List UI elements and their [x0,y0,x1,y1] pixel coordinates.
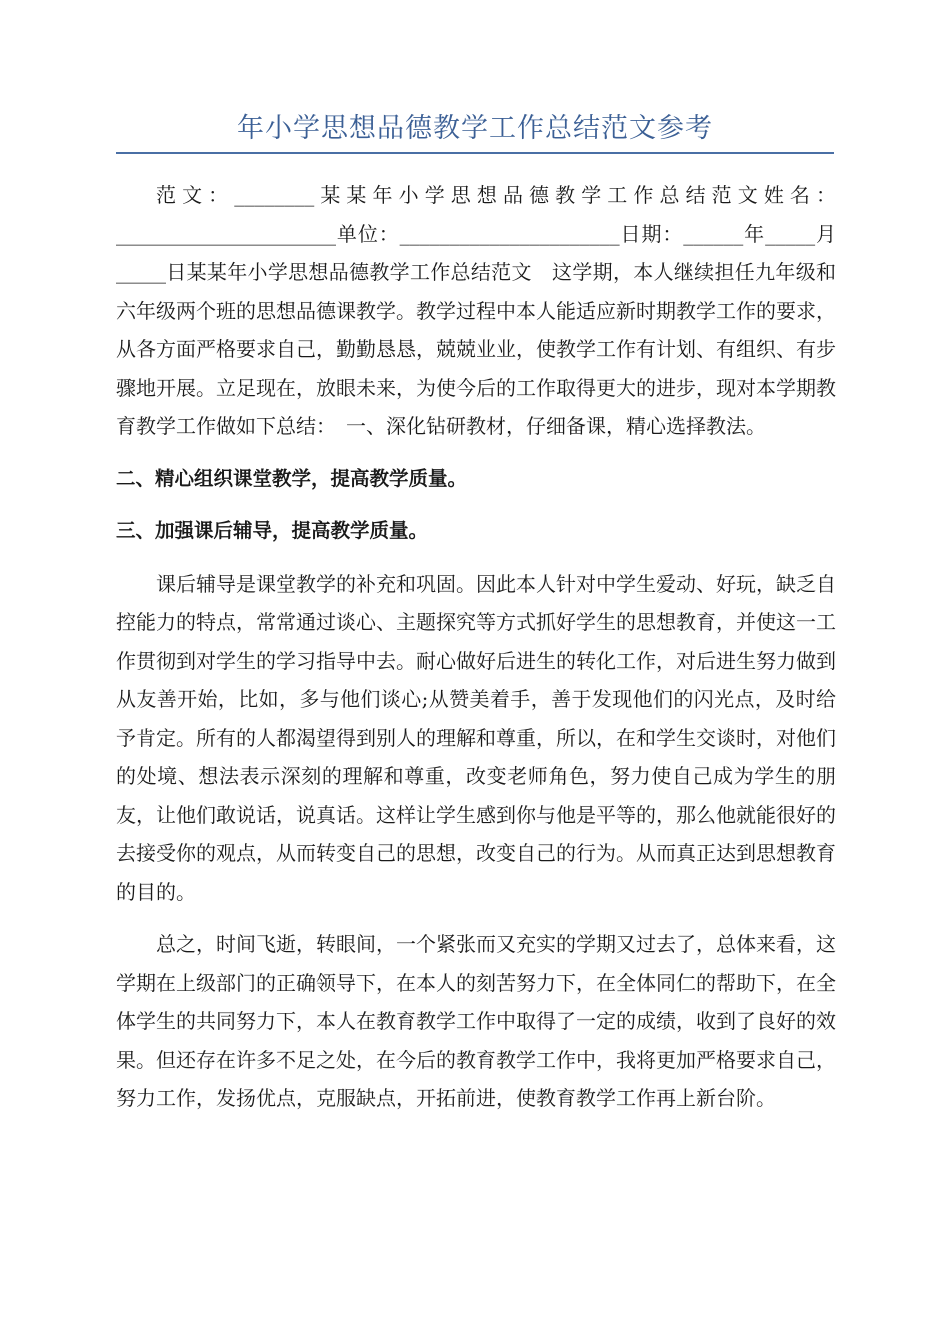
title-block [116,112,834,154]
conclusion-paragraph: 总之，时间飞逝，转眼间，一个紧张而又充实的学期又过去了，总体来看，这学期在上级部门的正确领导下，在本人的刻苦努力下，在全体同仁的帮助下，在全体学生的共同努力下，本人在教育教学工作中取得了一定的成绩，收到了良好的效果。但还存在许多不足之处，在今后的教育教学工作中，我将更加严格要求自己，努力工作，发扬优点，克服缺点，开拓前进，使教育教学工作再上新台阶。 [116,932,836,1110]
section-heading-2: 二、精心组织课堂教学，提高教学质量。 [116,466,468,490]
intro-paragraph: 范文：________某某年小学思想品德教学工作总结范文姓名：______________________单位：______________________日期：______年_____月_____日某某年小学思想品德教学工作总结范文 这学期，本人继续担任九年级和六年级两个班的思想品德课教学。教学过程中本人能适应新时期教学工作的要求，从各方面严格要求自己，勤勤恳恳，兢兢业业，使教学工作有计划、有组织、有步骤地开展。立足现在，放眼未来，为使今后的工作取得更大的进步，现对本学期教育教学工作做如下总结： 一、深化钻研教材，仔细备课，精心选择教法。 [116,183,836,438]
after-class-tutoring-paragraph: 课后辅导是课堂教学的补充和巩固。因此本人针对中学生爱动、好玩，缺乏自控能力的特点，常常通过谈心、主题探究等方式抓好学生的思想教育，并使这一工作贯彻到对学生的学习指导中去。耐心做好后进生的转化工作，对后进生努力做到从友善开始，比如，多与他们谈心;从赞美着手，善于发现他们的闪光点，及时给予肯定。所有的人都渴望得到别人的理解和尊重，所以，在和学生交谈时，对他们的处境、想法表示深刻的理解和尊重，改变老师角色，努力使自己成为学生的朋友，让他们敢说话，说真话。这样让学生感到你与他是平等的，那么他就能很好的去接受你的观点，从而转变自己的思想，改变自己的行为。从而真正达到思想教育的目的。 [116,571,836,904]
section-heading-3: 三、加强课后辅导，提高教学质量。 [116,519,429,542]
document-body [116,176,836,1118]
document-title: 年小学思想品德教学工作总结范文参考 [237,113,713,144]
